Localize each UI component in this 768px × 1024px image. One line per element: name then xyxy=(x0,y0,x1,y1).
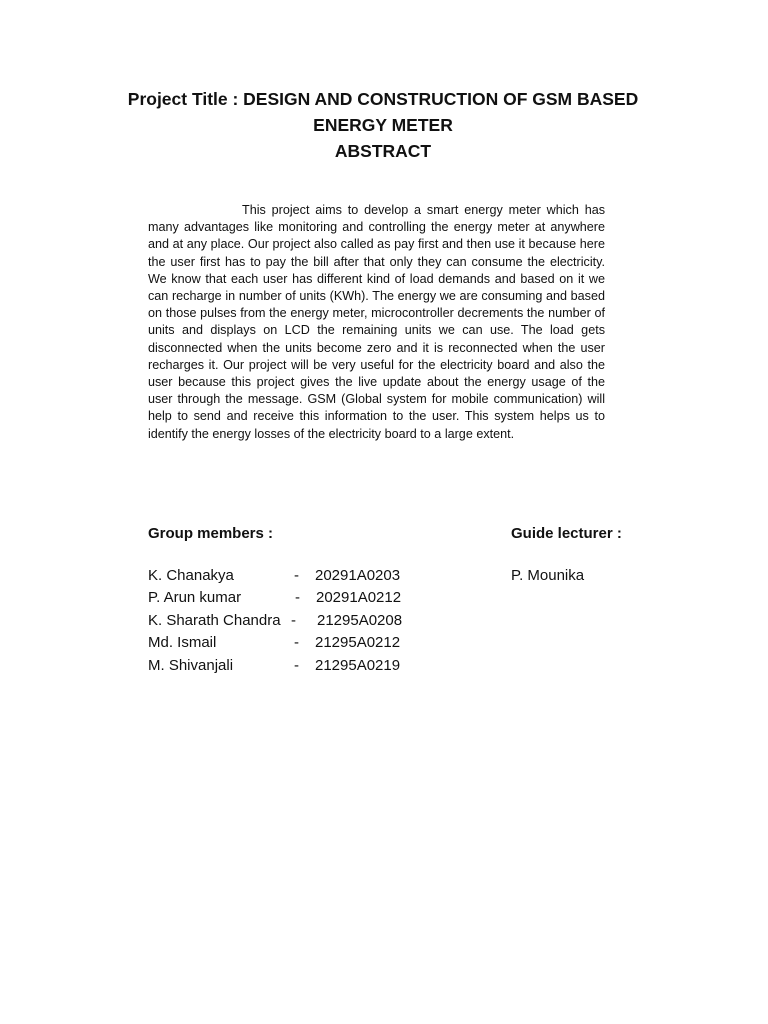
abstract-text: This project aims to develop a smart energy meter which has many advantages like monitoring and controlling the energy meter at anywhere and at any place. Our project also called as pay first and then use it because here the user first has to pay the bill after that only they can consume the electricity. We know that each user has different kind of load demands and based on it we can recharge in number of units (KWh). The energy we are consuming and based on those pulses from the energy meter, microcontroller decrements the number of units and displays on LCD the remaining units we can use. The load gets disconnected when the units become zero and it is reconnected when the user recharges it. Our project will be very useful for the electricity board and also the user because this project gives the live update about the energy usage of the user through the message. GSM (Global system for mobile communication) will help to send and receive this information to the user. This system helps us to identify the energy losses of the electricity board to a large extent. xyxy=(148,203,605,441)
member-name: M. Shivanjali xyxy=(148,656,234,674)
member-separator: - xyxy=(291,611,296,629)
guide-lecturer-name: P. Mounika xyxy=(511,567,585,584)
abstract-heading: ABSTRACT xyxy=(334,141,432,161)
group-members-heading: Group members : xyxy=(148,525,274,542)
member-name: K. Chanakya xyxy=(148,567,234,584)
project-title: Project Title : DESIGN AND CONSTRUCTION OF GSM BASED xyxy=(127,89,639,109)
member-row xyxy=(148,610,448,632)
member-list xyxy=(148,565,448,677)
member-roll-number: 20291A0203 xyxy=(315,567,401,584)
member-roll-number: 21295A0219 xyxy=(315,656,401,674)
member-roll-number: 20291A0212 xyxy=(316,589,402,607)
member-row xyxy=(148,655,448,677)
guide-lecturer-heading: Guide lecturer : xyxy=(511,525,622,542)
member-separator: - xyxy=(295,589,300,607)
member-roll-number: 21295A0212 xyxy=(315,634,401,652)
member-separator: - xyxy=(294,567,299,584)
member-row xyxy=(148,632,448,654)
member-name: Md. Ismail xyxy=(148,634,217,652)
member-name: K. Sharath Chandra xyxy=(148,611,281,629)
member-separator: - xyxy=(294,634,299,652)
member-row xyxy=(148,587,448,609)
member-roll-number: 21295A0208 xyxy=(317,611,403,629)
member-name: P. Arun kumar xyxy=(148,589,242,607)
project-title-continued: ENERGY METER xyxy=(313,115,453,135)
member-row xyxy=(148,565,448,587)
member-separator: - xyxy=(294,656,299,674)
title-block xyxy=(100,86,666,164)
